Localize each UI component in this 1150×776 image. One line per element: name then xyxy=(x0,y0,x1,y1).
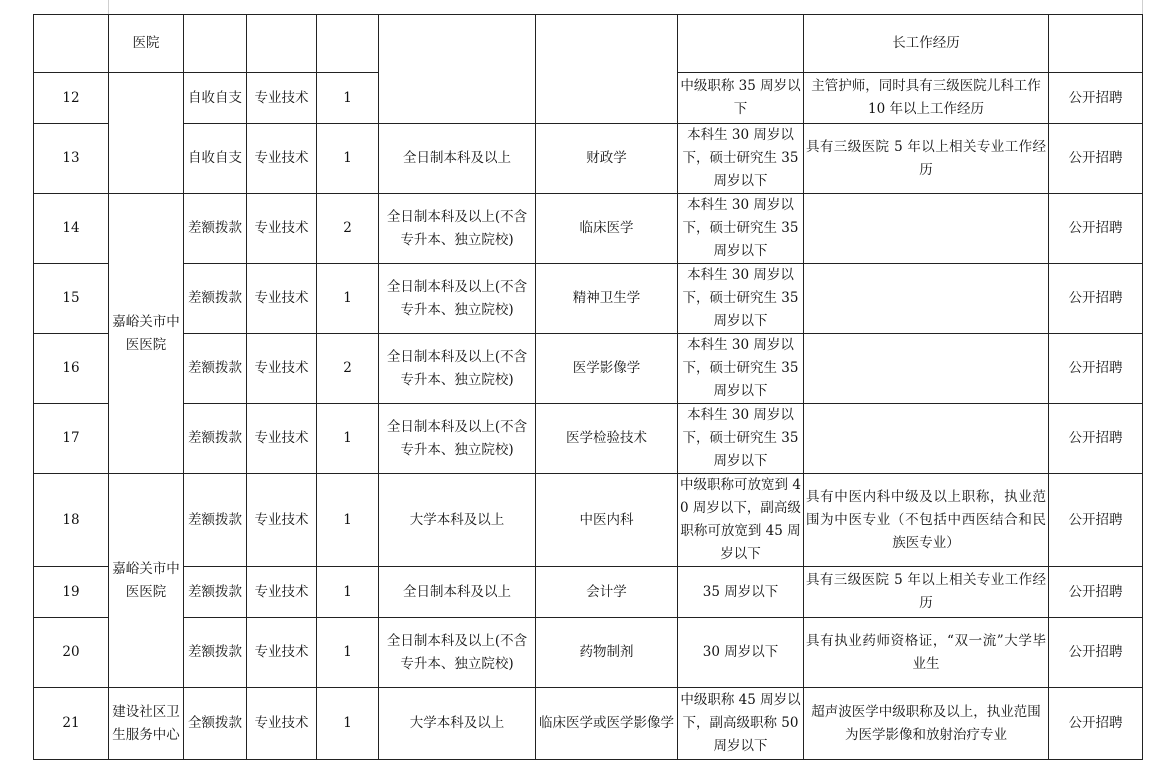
cell-post-type: 专业技术 xyxy=(247,688,317,760)
cell-other-requirements: 具有三级医院 5 年以上相关专业工作经历 xyxy=(804,567,1049,618)
cell-count: 1 xyxy=(317,688,379,760)
cell-other-requirements: 主管护师，同时具有三级医院儿科工作 10 年以上工作经历 xyxy=(804,73,1049,124)
cell-method: 公开招聘 xyxy=(1049,194,1143,264)
cell-unit: 建设社区卫生服务中心 xyxy=(109,688,184,760)
cell-education: 大学本科及以上 xyxy=(379,688,536,760)
table-row xyxy=(34,404,1143,474)
cell-unit: 医院 xyxy=(109,15,184,73)
cell-age: 30 周岁以下 xyxy=(678,618,804,688)
cell-count: 1 xyxy=(317,124,379,194)
cell-count: 1 xyxy=(317,567,379,618)
cell-age: 本科生 30 周岁以下，硕士研究生 35 周岁以下 xyxy=(678,404,804,474)
cell-age: 中级职称 45 周岁以下，副高级职称 50 周岁以下 xyxy=(678,688,804,760)
cell-post-type: 专业技术 xyxy=(247,567,317,618)
cell-other-requirements xyxy=(804,194,1049,264)
cell-no xyxy=(34,15,109,73)
cell-other-requirements: 具有中医内科中级及以上职称，执业范围为中医专业（不包括中西医结合和民族医专业） xyxy=(804,474,1049,567)
cell-method: 公开招聘 xyxy=(1049,618,1143,688)
cell-method: 公开招聘 xyxy=(1049,688,1143,760)
faint-gridline xyxy=(108,0,109,14)
cell-funding: 自收自支 xyxy=(184,124,247,194)
cell-count: 1 xyxy=(317,404,379,474)
cell-age xyxy=(678,15,804,73)
cell-count: 1 xyxy=(317,264,379,334)
cell-no: 15 xyxy=(34,264,109,334)
cell-education xyxy=(379,15,536,124)
cell-method: 公开招聘 xyxy=(1049,124,1143,194)
cell-no: 19 xyxy=(34,567,109,618)
cell-count: 2 xyxy=(317,194,379,264)
cell-no: 20 xyxy=(34,618,109,688)
cell-age: 35 周岁以下 xyxy=(678,567,804,618)
cell-age: 本科生 30 周岁以下，硕士研究生 35 周岁以下 xyxy=(678,124,804,194)
cell-unit xyxy=(109,73,184,194)
cell-funding: 差额拨款 xyxy=(184,194,247,264)
cell-method: 公开招聘 xyxy=(1049,334,1143,404)
cell-other-requirements xyxy=(804,334,1049,404)
cell-unit: 嘉峪关市中医医院 xyxy=(109,474,184,688)
cell-no: 13 xyxy=(34,124,109,194)
cell-method: 公开招聘 xyxy=(1049,567,1143,618)
faint-gridline xyxy=(1142,0,1143,14)
recruitment-table xyxy=(33,14,1143,760)
table-row-continued xyxy=(34,15,1143,73)
cell-method: 公开招聘 xyxy=(1049,474,1143,567)
cell-post-type: 专业技术 xyxy=(247,334,317,404)
table-row xyxy=(34,334,1143,404)
cell-major: 中医内科 xyxy=(536,474,678,567)
cell-education: 全日制本科及以上 xyxy=(379,567,536,618)
cell-other-requirements xyxy=(804,404,1049,474)
cell-other-requirements: 具有执业药师资格证，“双一流”大学毕业生 xyxy=(804,618,1049,688)
cell-unit: 嘉峪关市中医医院 xyxy=(109,194,184,474)
cell-method: 公开招聘 xyxy=(1049,404,1143,474)
cell-major: 药物制剂 xyxy=(536,618,678,688)
cell-funding: 差额拨款 xyxy=(184,618,247,688)
cell-count: 1 xyxy=(317,474,379,567)
cell-other-requirements: 长工作经历 xyxy=(804,15,1049,73)
cell-count: 1 xyxy=(317,73,379,124)
cell-education: 大学本科及以上 xyxy=(379,474,536,567)
cell-no: 17 xyxy=(34,404,109,474)
cell-funding: 自收自支 xyxy=(184,73,247,124)
cell-age: 本科生 30 周岁以下，硕士研究生 35 周岁以下 xyxy=(678,334,804,404)
cell-other-requirements: 具有三级医院 5 年以上相关专业工作经历 xyxy=(804,124,1049,194)
cell-post-type: 专业技术 xyxy=(247,618,317,688)
cell-post-type: 专业技术 xyxy=(247,73,317,124)
cell-major: 临床医学或医学影像学 xyxy=(536,688,678,760)
cell-education: 全日制本科及以上(不含专升本、独立院校) xyxy=(379,334,536,404)
cell-post-type: 专业技术 xyxy=(247,124,317,194)
table-row xyxy=(34,688,1143,760)
cell-education: 全日制本科及以上(不含专升本、独立院校) xyxy=(379,194,536,264)
cell-education: 全日制本科及以上(不含专升本、独立院校) xyxy=(379,618,536,688)
cell-major: 会计学 xyxy=(536,567,678,618)
cell-funding: 差额拨款 xyxy=(184,264,247,334)
cell-post-type xyxy=(247,15,317,73)
cell-age: 中级职称 35 周岁以下 xyxy=(678,73,804,124)
cell-major: 精神卫生学 xyxy=(536,264,678,334)
cell-funding: 差额拨款 xyxy=(184,474,247,567)
cell-count xyxy=(317,15,379,73)
cell-major: 医学影像学 xyxy=(536,334,678,404)
cell-age: 中级职称可放宽到 40 周岁以下，副高级职称可放宽到 45 周岁以下 xyxy=(678,474,804,567)
cell-age: 本科生 30 周岁以下，硕士研究生 35 周岁以下 xyxy=(678,264,804,334)
cell-other-requirements: 超声波医学中级职称及以上，执业范围为医学影像和放射治疗专业 xyxy=(804,688,1049,760)
cell-funding xyxy=(184,15,247,73)
cell-post-type: 专业技术 xyxy=(247,404,317,474)
table-row xyxy=(34,618,1143,688)
cell-post-type: 专业技术 xyxy=(247,264,317,334)
cell-no: 14 xyxy=(34,194,109,264)
cell-major: 临床医学 xyxy=(536,194,678,264)
cell-major: 医学检验技术 xyxy=(536,404,678,474)
cell-method: 公开招聘 xyxy=(1049,264,1143,334)
cell-no: 21 xyxy=(34,688,109,760)
table-row xyxy=(34,474,1143,567)
cell-count: 1 xyxy=(317,618,379,688)
cell-funding: 差额拨款 xyxy=(184,334,247,404)
table-row xyxy=(34,567,1143,618)
cell-method: 公开招聘 xyxy=(1049,73,1143,124)
cell-age: 本科生 30 周岁以下，硕士研究生 35 周岁以下 xyxy=(678,194,804,264)
cell-post-type: 专业技术 xyxy=(247,194,317,264)
cell-education: 全日制本科及以上 xyxy=(379,124,536,194)
cell-no: 16 xyxy=(34,334,109,404)
cell-education: 全日制本科及以上(不含专升本、独立院校) xyxy=(379,404,536,474)
table-row xyxy=(34,194,1143,264)
cell-funding: 差额拨款 xyxy=(184,567,247,618)
table-row xyxy=(34,124,1143,194)
cell-no: 18 xyxy=(34,474,109,567)
cell-funding: 差额拨款 xyxy=(184,404,247,474)
cell-no: 12 xyxy=(34,73,109,124)
cell-major xyxy=(536,15,678,124)
cell-funding: 全额拨款 xyxy=(184,688,247,760)
cell-count: 2 xyxy=(317,334,379,404)
table-row xyxy=(34,264,1143,334)
cell-education: 全日制本科及以上(不含专升本、独立院校) xyxy=(379,264,536,334)
cell-post-type: 专业技术 xyxy=(247,474,317,567)
cell-other-requirements xyxy=(804,264,1049,334)
cell-major: 财政学 xyxy=(536,124,678,194)
cell-method xyxy=(1049,15,1143,73)
